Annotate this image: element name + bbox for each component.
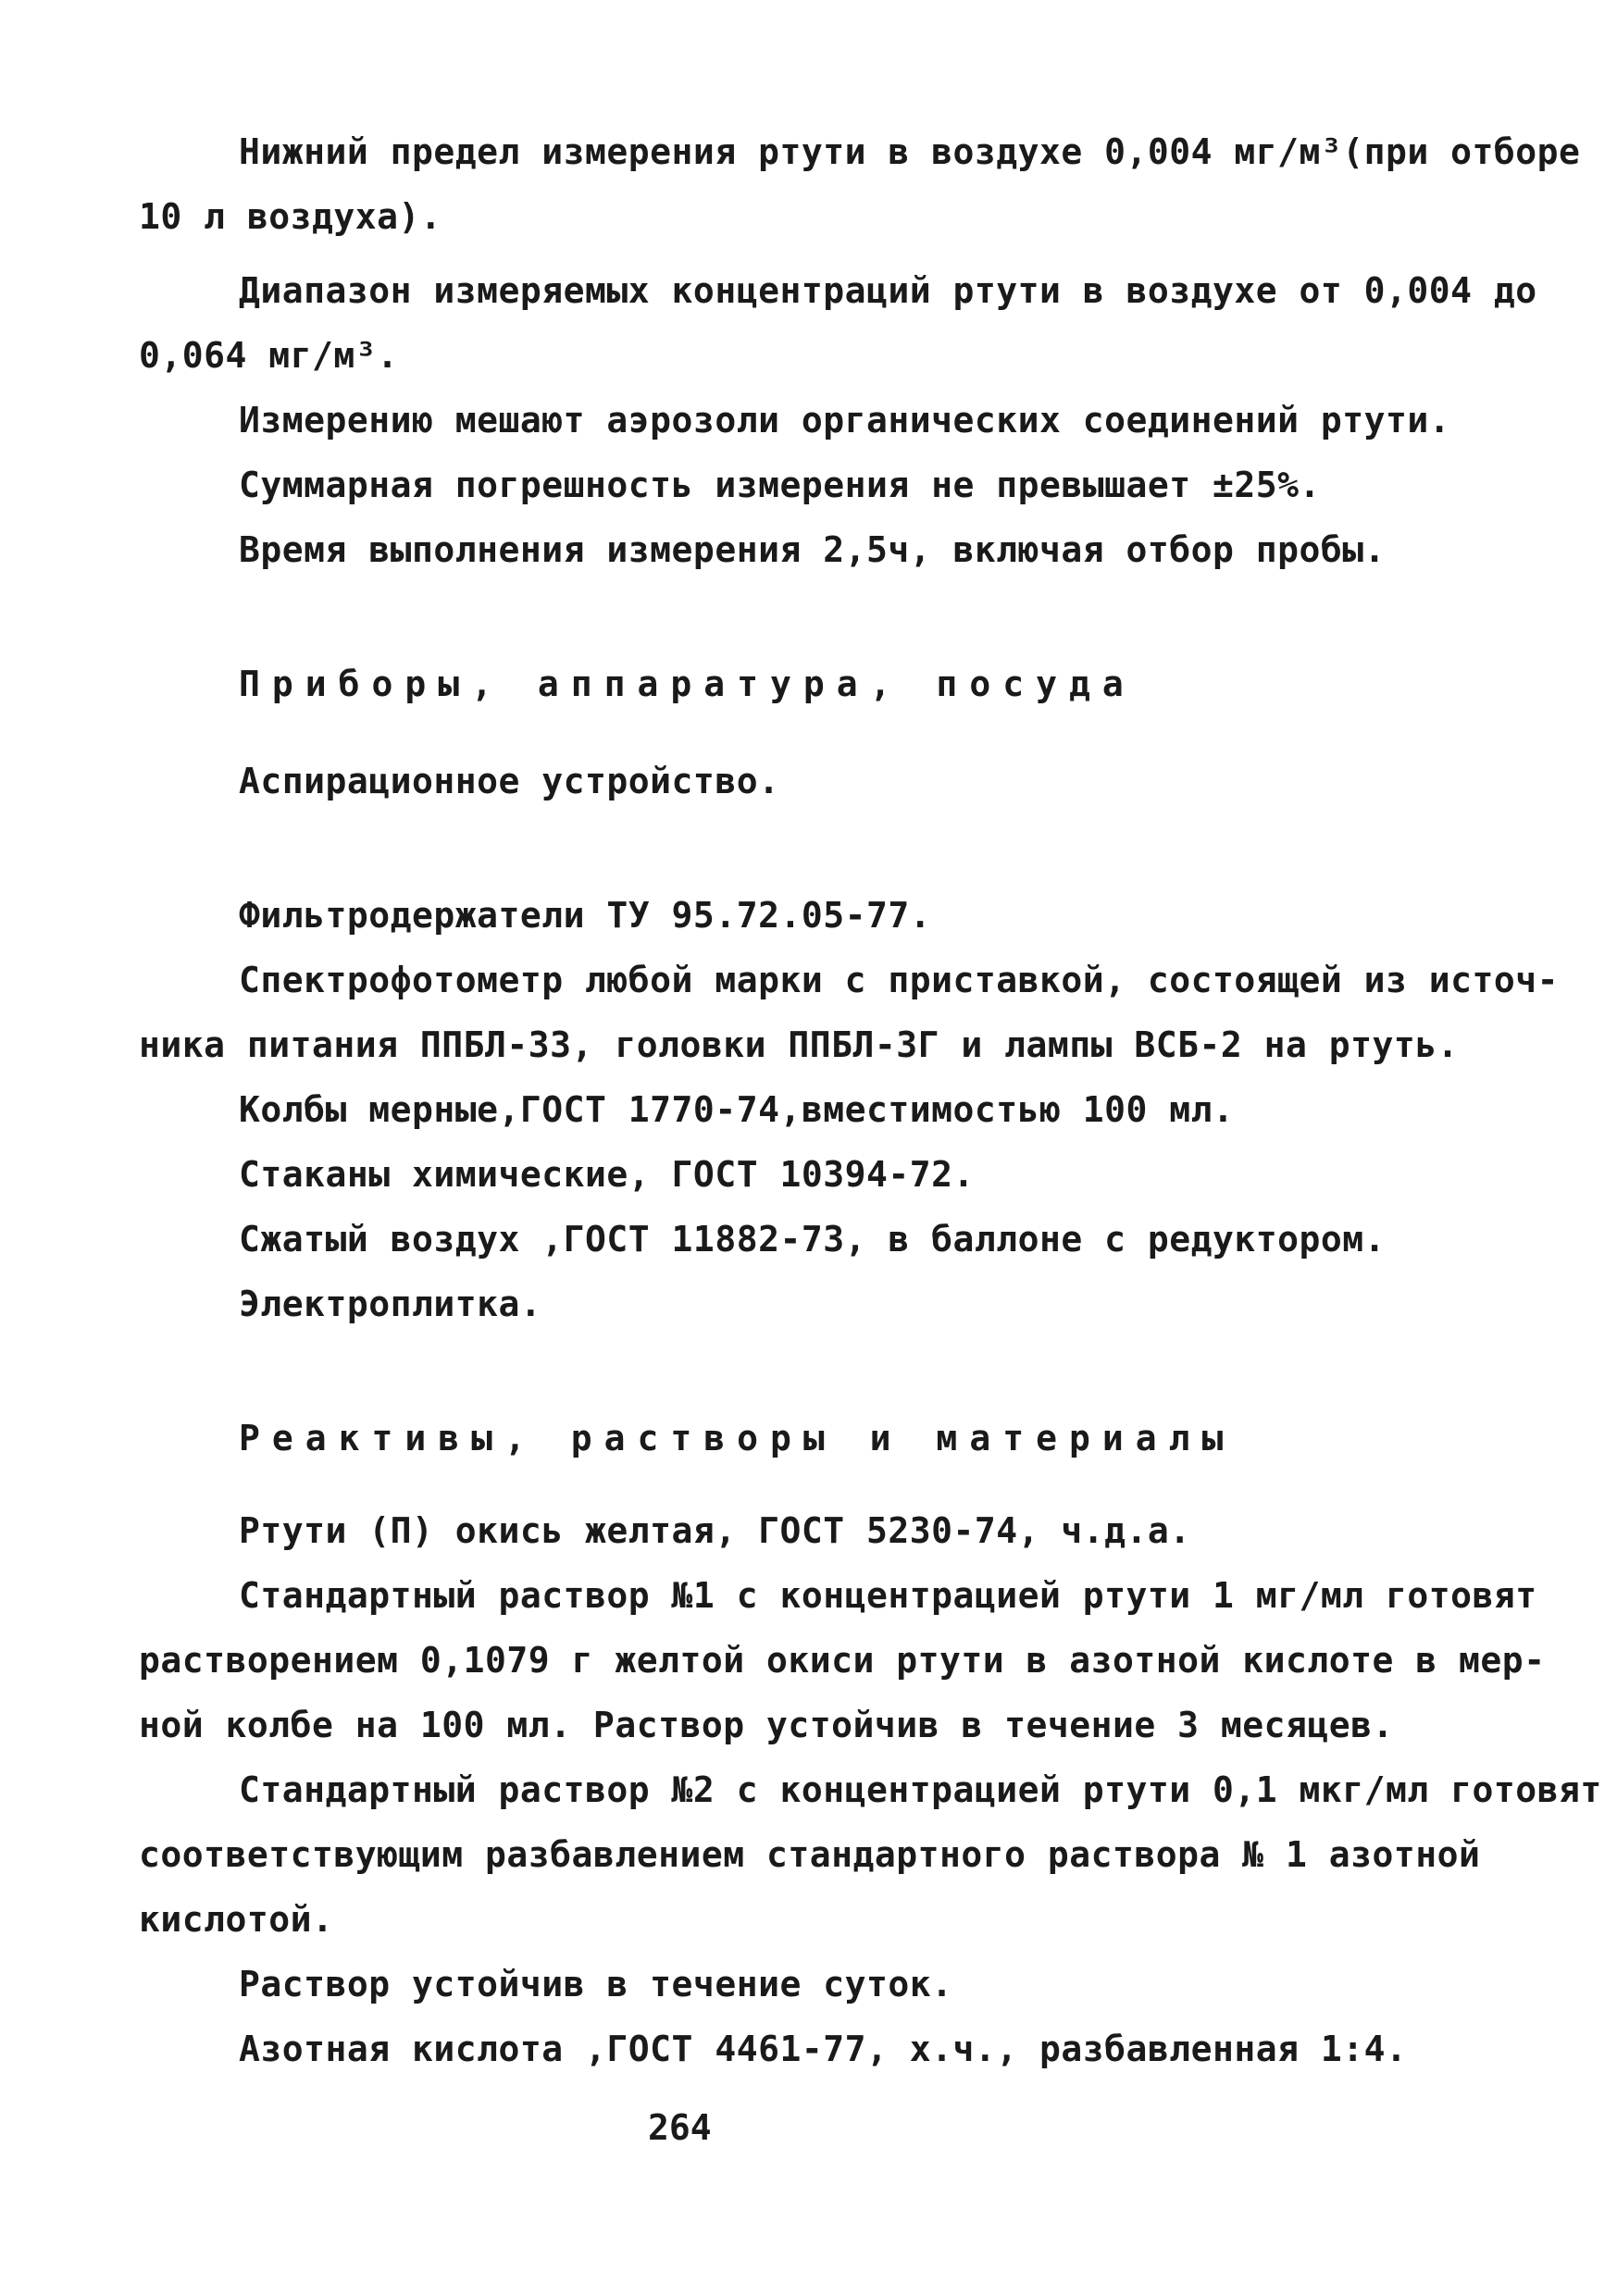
page-number: 264 bbox=[648, 2107, 712, 2148]
reagents-line-8: Раствор устойчив в течение суток. bbox=[239, 1964, 953, 2004]
instruments-line-2: Фильтродержатели ТУ 95.72.05-77. bbox=[239, 895, 932, 936]
reagents-line-9: Азотная кислота ,ГОСТ 4461-77, х.ч., разбавленная 1:4. bbox=[239, 2029, 1408, 2069]
instruments-line-4: ника питания ППБЛ-33, головки ППБЛ-3Г и лампы ВСБ-2 на ртуть. bbox=[139, 1024, 1460, 1065]
intro-line-5: Измерению мешают аэрозоли органических соединений ртути. bbox=[239, 400, 1451, 441]
reagents-line-4: ной колбе на 100 мл. Раствор устойчив в течение 3 месяцев. bbox=[139, 1705, 1394, 1745]
reagents-line-7: кислотой. bbox=[139, 1899, 334, 1940]
instruments-line-5: Колбы мерные,ГОСТ 1770-74,вместимостью 100 мл. bbox=[239, 1089, 1235, 1130]
section-heading-reagents: Реактивы, растворы и материалы bbox=[239, 1418, 1236, 1458]
reagents-line-3: растворением 0,1079 г желтой окиси ртути в азотной кислоте в мер- bbox=[139, 1640, 1546, 1681]
intro-line-6: Суммарная погрешность измерения не превышает ±25%. bbox=[239, 465, 1321, 505]
instruments-line-6: Стаканы химические, ГОСТ 10394-72. bbox=[239, 1154, 975, 1195]
instruments-line-1: Аспирационное устройство. bbox=[239, 761, 780, 801]
reagents-line-1: Ртути (П) окись желтая, ГОСТ 5230-74, ч.д.а. bbox=[239, 1510, 1191, 1551]
intro-line-7: Время выполнения измерения 2,5ч, включая отбор пробы. bbox=[239, 529, 1387, 570]
intro-line-4: 0,064 мг/м³. bbox=[139, 335, 399, 376]
section-heading-instruments: Приборы, аппаратура, посуда bbox=[239, 664, 1136, 704]
instruments-line-8: Электроплитка. bbox=[239, 1284, 542, 1324]
reagents-line-5: Стандартный раствор №2 с концентрацией ртути 0,1 мкг/мл готовят bbox=[239, 1769, 1602, 1810]
intro-line-3: Диапазон измеряемых концентраций ртути в воздухе от 0,004 до bbox=[239, 270, 1537, 311]
instruments-line-7: Сжатый воздух ,ГОСТ 11882-73, в баллоне с редуктором. bbox=[239, 1219, 1387, 1260]
instruments-line-3: Спектрофотометр любой марки с приставкой, состоящей из источ- bbox=[239, 960, 1560, 1000]
reagents-line-6: соответствующим разбавлением стандартного раствора № 1 азотной bbox=[139, 1834, 1481, 1875]
intro-line-2: 10 л воздуха). bbox=[139, 196, 442, 237]
intro-line-1: Нижний предел измерения ртути в воздухе 0,004 мг/м³(при отборе bbox=[239, 131, 1581, 172]
reagents-line-2: Стандартный раствор №1 с концентрацией ртути 1 мг/мл готовят bbox=[239, 1575, 1537, 1616]
